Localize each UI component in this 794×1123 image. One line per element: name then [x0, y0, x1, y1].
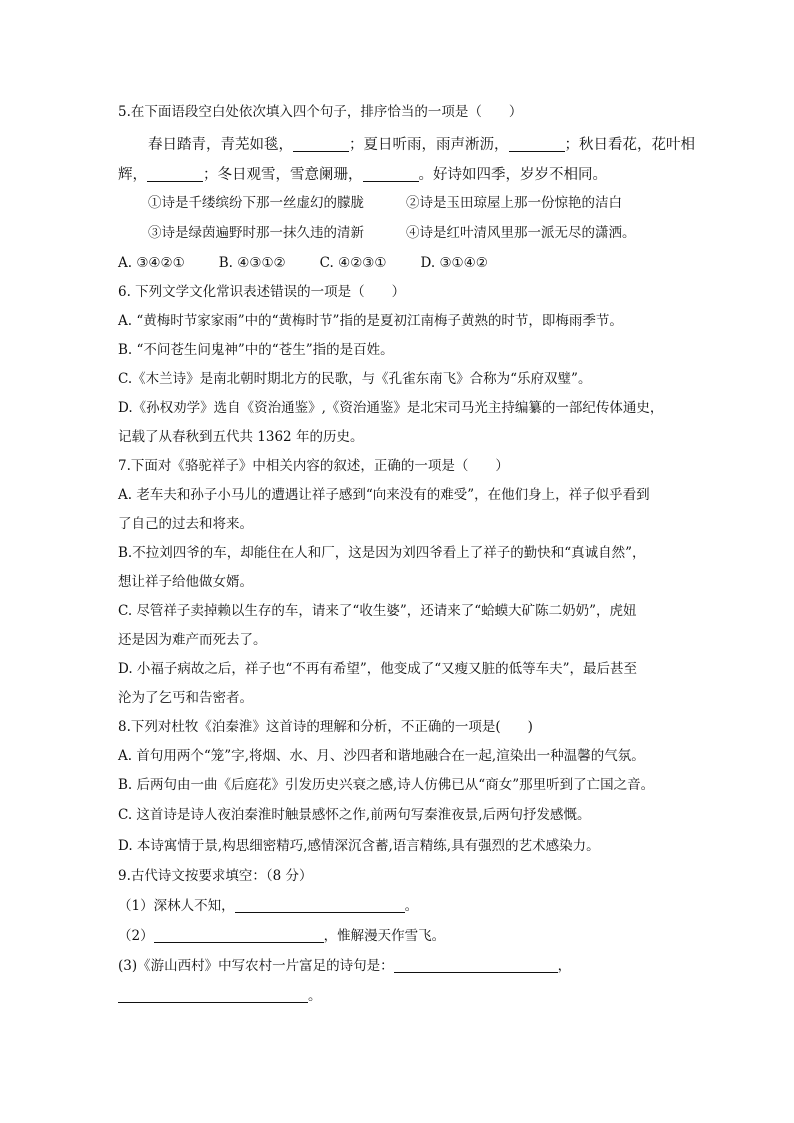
q5-option-b[interactable]: B. ④③①②: [218, 255, 286, 271]
q7-option-a-line-1[interactable]: A. 老车夫和孙子小马儿的遭遇让祥子感到“向来没有的难受”，在他们身上，祥子似乎看到: [118, 487, 650, 503]
q7-option-c-line-1[interactable]: C. 尽管祥子卖掉赖以生存的车，请来了“收生婆”，还请来了“蛤蟆大矿陈二奶奶”，虎妞: [118, 603, 637, 619]
q8-option-b[interactable]: B. 后两句由一曲《后庭花》引发历史兴衰之感,诗人仿佛已从“商女”那里听到了亡国之音。: [118, 777, 655, 793]
q5-sentence-2: ②诗是玉田琼屋上那一份惊艳的洁白: [406, 195, 622, 211]
q9-answer-3b[interactable]: [118, 988, 308, 1003]
q9-answer-3a[interactable]: [394, 958, 558, 973]
q9-item-2-end: ，惟解漫天作雪飞。: [323, 928, 446, 944]
q5-sentence-4: ④诗是红叶清风里那一派无尽的潇洒。: [406, 225, 636, 241]
q5-sentences-row-2: [148, 223, 636, 243]
q5-stem: 5.在下面语段空白处依次填入四个句子，排序恰当的一项是（ ）: [118, 104, 523, 120]
q6-option-b[interactable]: B. “不问苍生问鬼神”中的“苍生”指的是百姓。: [118, 342, 394, 358]
q6-option-a[interactable]: A. “黄梅时节家家雨”中的“黄梅时节”指的是夏初江南梅子黄熟的时节，即梅雨季节。: [118, 313, 623, 329]
q5-text: 。好诗如四季，岁岁不相同。: [418, 167, 607, 183]
q9-stem: 9.古代诗文按要求填空：（8 分）: [118, 868, 313, 884]
q6-option-c[interactable]: C.《木兰诗》是南北朝时期北方的民歌，与《孔雀东南飞》合称为“乐府双璧”。: [118, 371, 592, 387]
q9-item-3-comma: ，: [557, 958, 572, 974]
q9-item-1-end: 。: [404, 898, 419, 914]
q5-options: [118, 253, 522, 273]
q5-sentence-1: ①诗是千缕缤纷下那一丝虚幻的朦胧: [148, 195, 364, 211]
q5-option-d[interactable]: D. ③①④②: [420, 255, 488, 271]
q5-passage-line-1: [148, 135, 695, 155]
q9-answer-1[interactable]: [235, 898, 405, 913]
q5-text: 春日踏青，青芜如毯，: [148, 137, 293, 153]
q5-option-c[interactable]: C. ④②③①: [319, 255, 387, 271]
q5-blank-3: [147, 167, 203, 182]
q8-stem: 8.下列对杜牧《泊秦淮》这首诗的理解和分析，不正确的一项是( ): [118, 719, 533, 735]
q8-option-c[interactable]: C. 这首诗是诗人夜泊秦淮时触景感怀之作,前两句写秦淮夜景,后两句抒发感慨。: [118, 807, 591, 823]
q5-text: ；秋日看花，花叶相: [564, 137, 695, 153]
q5-blank-4: [363, 167, 419, 182]
q9-item-3-cont: [118, 986, 322, 1006]
q7-option-d-line-2[interactable]: 沦为了乞丐和告密者。: [118, 690, 253, 706]
q9-item-3-end: 。: [308, 988, 322, 1004]
q9-item-2: [118, 926, 445, 946]
q6-option-d-line-1[interactable]: D.《孙权劝学》选自《资治通鉴》,《资治通鉴》是北宋司马光主持编纂的一部纪传体通史，: [118, 400, 664, 416]
q5-blank-2: [509, 137, 565, 152]
q7-stem: 7.下面对《骆驼祥子》中相关内容的叙述，正确的一项是（ ）: [118, 458, 509, 474]
q7-option-b-line-2[interactable]: 想让祥子给他做女婿。: [118, 574, 253, 590]
q7-option-b-line-1[interactable]: B.不拉刘四爷的车，却能住在人和厂，这是因为刘四爷看上了祥子的勤快和“真诚自然”，: [118, 545, 646, 561]
q7-option-d-line-1[interactable]: D. 小福子病故之后，祥子也“不再有希望”，他变成了“又瘦又脏的低等车夫”，最后甚至: [118, 661, 638, 677]
q5-sentence-3: ③诗是绿茵遍野时那一抹久违的清新: [148, 225, 364, 241]
q5-sentences-row-1: [148, 193, 622, 213]
q9-item-1-text: （1）深林人不知，: [118, 898, 235, 914]
q9-item-2-text: （2）: [118, 928, 154, 944]
q8-option-a[interactable]: A. 首句用两个“笼”字,将烟、水、月、沙四者和谐地融合在一起,渲染出一种温馨的气氛。: [118, 748, 645, 764]
q5-text: 辉，: [118, 167, 147, 183]
q6-option-d-line-2[interactable]: 记载了从春秋到五代共 1362 年的历史。: [118, 429, 364, 445]
q7-option-c-line-2[interactable]: 还是因为难产而死去了。: [118, 632, 267, 648]
q6-stem: 6. 下列文学文化常识表述错误的一项是（ ）: [118, 284, 406, 300]
q9-item-3-text: (3)《游山西村》中写农村一片富足的诗句是：: [118, 958, 394, 974]
q8-option-d[interactable]: D. 本诗寓情于景,构思细密精巧,感情深沉含蓄,语言精练,具有强烈的艺术感染力。: [118, 838, 600, 854]
q5-passage-line-2: [118, 165, 607, 185]
q9-item-3: [118, 956, 571, 976]
q5-blank-1: [293, 137, 349, 152]
q9-answer-2[interactable]: [154, 928, 324, 943]
q5-text: ；冬日观雪，雪意阑珊，: [203, 167, 363, 183]
q7-option-a-line-2[interactable]: 了自己的过去和将来。: [118, 516, 253, 532]
q9-item-1: [118, 896, 418, 916]
q5-text: ；夏日听雨，雨声淅沥，: [349, 137, 509, 153]
q5-option-a[interactable]: A. ③④②①: [118, 255, 185, 271]
